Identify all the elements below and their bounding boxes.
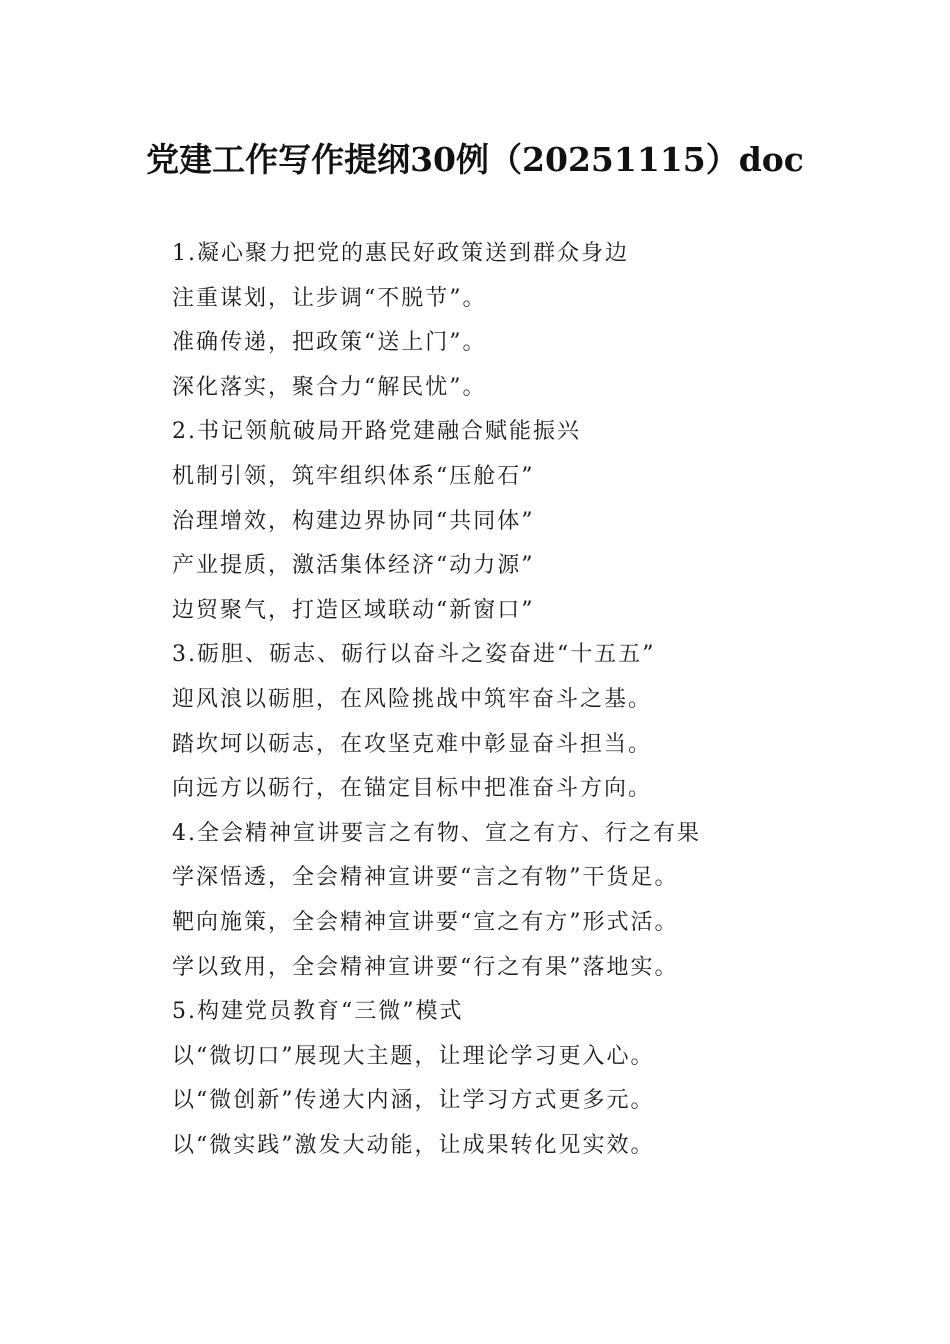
outline-point: 靶向施策，全会精神宣讲要“宣之有方”形式活。 [172, 909, 679, 935]
outline-point: 以“微创新”传递大内涵，让学习方式更多元。 [172, 1088, 655, 1114]
outline-heading-5: 5.构建党员教育“三微”模式 [172, 999, 464, 1025]
outline-point: 学深悟透，全会精神宣讲要“言之有物”干货足。 [172, 865, 679, 891]
outline-point: 准确传递，把政策“送上门”。 [172, 330, 487, 356]
outline-point: 治理增效，构建边界协同“共同体” [172, 508, 535, 534]
outline-point: 迎风浪以砺胆，在风险挑战中筑牢奋斗之基。 [172, 686, 653, 712]
outline-body [172, 232, 872, 1168]
outline-point: 注重谋划，让步调“不脱节”。 [172, 285, 487, 311]
outline-point: 向远方以砺行，在锚定目标中把准奋斗方向。 [172, 776, 653, 802]
outline-point: 产业提质，激活集体经济“动力源” [172, 553, 535, 579]
document-title: 党建工作写作提纲30例（20251115）doc [146, 140, 804, 179]
outline-heading-3: 3.砺胆、砺志、砺行以奋斗之姿奋进“十五五” [172, 642, 656, 668]
outline-point: 踏坎坷以砺志，在攻坚克难中彰显奋斗担当。 [172, 731, 653, 757]
outline-point: 边贸聚气，打造区域联动“新窗口” [172, 597, 535, 623]
outline-point: 深化落实，聚合力“解民忧”。 [172, 374, 487, 400]
outline-point: 机制引领，筑牢组织体系“压舱石” [172, 463, 535, 489]
outline-point: 以“微实践”激发大动能，让成果转化见实效。 [172, 1132, 655, 1158]
outline-heading-4: 4.全会精神宣讲要言之有物、宣之有方、行之有果 [172, 820, 701, 846]
outline-heading-1: 1.凝心聚力把党的惠民好政策送到群众身边 [172, 241, 629, 266]
outline-heading-2: 2.书记领航破局开路党建融合赋能振兴 [172, 419, 581, 445]
outline-point: 以“微切口”展现大主题，让理论学习更入心。 [172, 1043, 655, 1069]
outline-point: 学以致用，全会精神宣讲要“行之有果”落地实。 [172, 954, 679, 980]
